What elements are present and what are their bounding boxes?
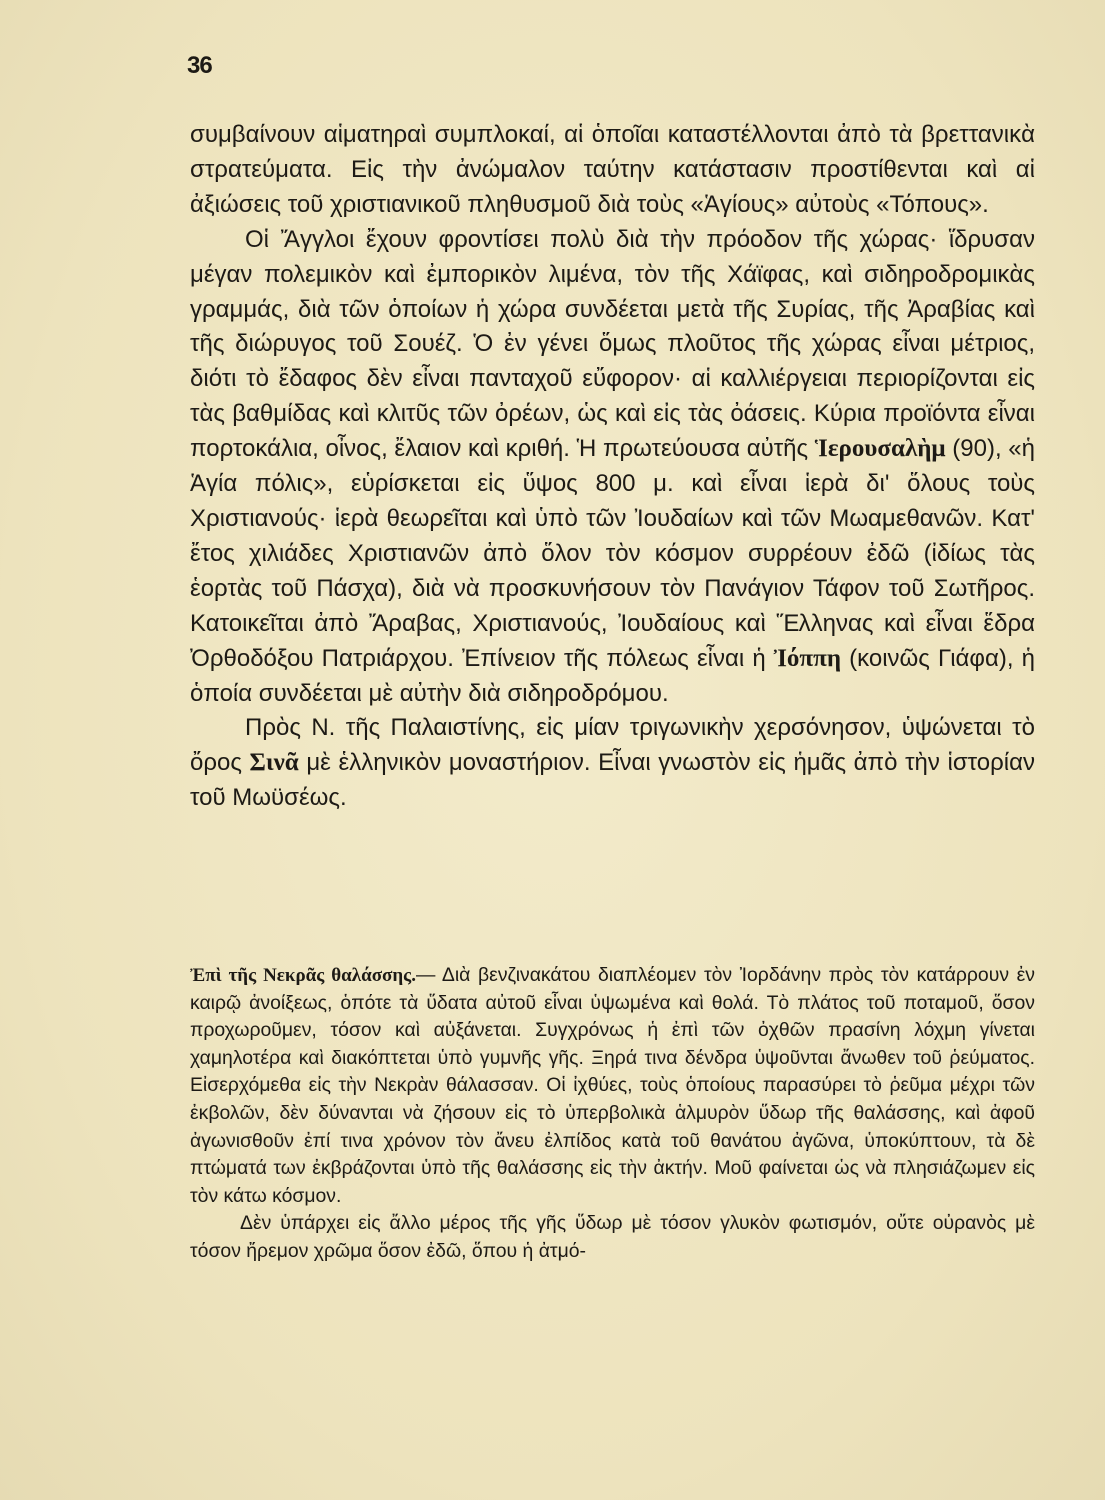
paragraph-2-text-c: (κοινῶς Γιάφα), ἡ ὁποία συνδέεται μὲ αὐτὴν διὰ σιδηροδρόμου. <box>190 644 1035 707</box>
paragraph-2-text-b: (90), «ἡ Ἁγία πόλις», εὑρίσκεται εἰς ὕψος 800 μ. καὶ εἶναι ἱερὰ δι' ὅλους τοὺς Χριστιανούς· ἱερὰ θεωρεῖται καὶ ὑπὸ τῶν Ἰουδαίων καὶ τῶν Μωαμεθανῶν. Κατ' ἔτος χιλιάδες Χριστιανῶν ἀπὸ ὅλον τὸν κόσμον συρρέουν ἐδῶ (ἰδίως τὰς ἑορτὰς τοῦ Πάσχα), διὰ νὰ προσκυνήσουν τὸν Πανάγιον Τάφον τοῦ Σωτῆρος. Κατοικεῖται ἀπὸ Ἄραβας, Χριστιανούς, Ἰουδαίους καὶ Ἕλληνας καὶ εἶναι ἕδρα Ὀρθοδόξου Πατριάρχου. Ἐπίνειον τῆς πόλεως εἶναι ἡ <box>190 435 1035 672</box>
paragraph-3-text-b: μὲ ἑλληνικὸν μοναστήριον. Εἶναι γνωστὸν εἰς ἡμᾶς ἀπὸ τὴν ἱστορίαν τοῦ Μωϋσέως. <box>190 749 1035 812</box>
city-name-jerusalem: Ἱερουσαλὴμ <box>814 435 946 463</box>
footnote-title: Ἐπὶ τῆς Νεκρᾶς θαλάσσης. <box>190 965 416 986</box>
mount-name-sinai: Σινᾶ <box>249 749 299 777</box>
reading-box <box>190 962 1035 1266</box>
paragraph-2 <box>190 223 1035 712</box>
main-text <box>190 118 1035 816</box>
page-number: 36 <box>187 52 212 79</box>
paragraph-3 <box>190 711 1035 816</box>
city-name-jaffa: Ἰόππη <box>773 644 842 672</box>
paragraph-1: συμβαίνουν αἱματηραὶ συμπλοκαί, αἱ ὁποῖαι καταστέλλονται ἀπὸ τὰ βρεττανικὰ στρατεύματα. Εἰς τὴν ἀνώμαλον ταύτην κατάστασιν προστίθενται καὶ αἱ ἀξιώσεις τοῦ χριστιανικοῦ πληθυσμοῦ διὰ τοὺς «Ἁγίους» αὐτοὺς «Τόπους». <box>190 121 1035 218</box>
footnote-paragraph-1 <box>190 962 1035 1210</box>
footnote-text-1: — Διὰ βενζινακάτου διαπλέομεν τὸν Ἰορδάνην πρὸς τὸν κατάρρουν ἐν καιρῷ ἀνοίξεως, ὁπότε τὰ ὕδατα αὐτοῦ εἶναι ὑψωμένα καὶ θολά. Τὸ πλάτος τοῦ ποταμοῦ, ὅσον προχωροῦμεν, τόσον καὶ αὐξάνεται. Συγχρόνως ἡ ἐπὶ τῶν ὀχθῶν πρασίνη λόχμη γίνεται χαμηλοτέρα καὶ διακόπτεται ὑπὸ γυμνῆς γῆς. Ξηρά τινα δένδρα ὑψοῦνται ἄνωθεν τοῦ ῥεύματος. Εἰσερχόμεθα εἰς τὴν Νεκρὰν θάλασσαν. Οἱ ἰχθύες, τοὺς ὁποίους παρασύρει τὸ ῥεῦμα μέχρι τῶν ἐκβολῶν, δὲν δύνανται νὰ ζήσουν εἰς τὸ ὑπερβολικὰ ἁλμυρὸν ὕδωρ τῆς θαλάσσης, καὶ ἀφοῦ ἀγωνισθοῦν ἐπί τινα χρόνον τὸν ἄνευ ἐλπίδος κατὰ τοῦ θανάτου ἀγῶνα, ὑποκύπτουν, τὰ δὲ πτώματά των ἐκβράζονται ὑπὸ τῆς θαλάσσης εἰς τὴν ἀκτήν. Μοῦ φαίνεται ὡς νὰ πλησιάζωμεν εἰς τὸν κάτω κόσμον. <box>190 964 1035 1207</box>
paragraph-3-text-a: Πρὸς Ν. τῆς Παλαιστίνης, εἰς μίαν τριγωνικὴν χερσόνησον, ὑψώνεται τὸ ὄρος <box>190 714 1035 777</box>
paragraph-2-text-a: Οἱ Ἄγγλοι ἔχουν φροντίσει πολὺ διὰ τὴν πρόοδον τῆς χώρας· ἵδρυσαν μέγαν πολεμικὸν καὶ ἐμπορικὸν λιμένα, τὸν τῆς Χάϊφας, καὶ σιδηροδρομικὰς γραμμάς, διὰ τῶν ὁποίων ἡ χώρα συνδέεται μετὰ τῆς Συρίας, τῆς Ἀραβίας καὶ τῆς διώρυγος τοῦ Σουέζ. Ὁ ἐν γένει ὅμως πλοῦτος τῆς χώρας εἶναι μέτριος, διότι τὸ ἔδαφος δὲν εἶναι πανταχοῦ εὔφορον· αἱ καλλιέργειαι περιορίζονται εἰς τὰς βαθμίδας καὶ κλιτῦς τῶν ὀρέων, ὡς καὶ εἰς τὰς ὀάσεις. Κύρια προϊόντα εἶναι πορτοκάλια, οἶνος, ἔλαιον καὶ κριθή. Ἡ πρωτεύουσα αὐτῆς <box>190 225 1035 463</box>
footnote-paragraph-2: Δὲν ὑπάρχει εἰς ἄλλο μέρος τῆς γῆς ὕδωρ μὲ τόσον γλυκὸν φωτισμόν, οὔτε οὐρανὸς μὲ τόσον ἤρεμον χρῶμα ὅσον ἐδῶ, ὅπου ἡ ἀτμό- <box>190 1212 1035 1262</box>
